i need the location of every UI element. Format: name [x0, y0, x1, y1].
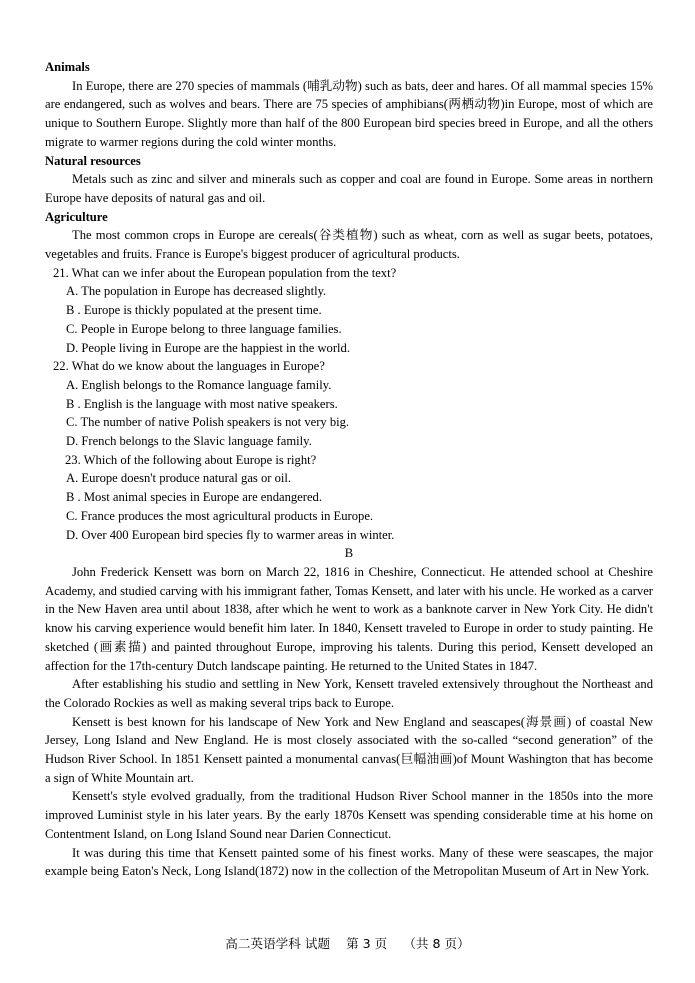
question-stem: 23. Which of the following about Europe is right? [65, 452, 317, 467]
document-body [45, 58, 653, 881]
passage-paragraph: Kensett is best known for his landscape of New York and New England and seascapes(海景画) of coastal New Jersey, Long Island and New England. He is most closely associated with the so-called “second generation” of the Hudson River School. In 1851 Kensett painted a monumental canvas(巨幅油画)of Mount Washington that has become a sign of White Mountain art. [45, 714, 653, 785]
answer-option: C. The number of native Polish speakers is not very big. [66, 415, 350, 430]
answer-option: A. English belongs to the Romance language family. [66, 377, 332, 392]
section-heading: Animals [45, 60, 90, 74]
answer-option: D. Over 400 European bird species fly to warmer areas in winter. [66, 527, 395, 542]
question-stem: 22. What do we know about the languages in Europe? [53, 359, 325, 374]
answer-option: A. The population in Europe has decreased slightly. [66, 284, 327, 299]
question-stem: 21. What can we infer about the European population from the text? [53, 265, 397, 280]
question-22 [45, 357, 653, 451]
section-natural-resources [45, 152, 653, 208]
answer-option: B . Most animal species in Europe are endangered. [66, 490, 322, 505]
answer-option: D. People living in Europe are the happiest in the world. [66, 340, 350, 355]
question-21 [45, 264, 653, 358]
section-agriculture [45, 208, 653, 264]
passage-paragraph: After establishing his studio and settling in New York, Kensett traveled extensively throughout the Northeast and the Colorado Rockies as well as making several trips back to Europe. [45, 677, 653, 710]
section-paragraph: Metals such as zinc and silver and minerals such as copper and coal are found in Europe. Some areas in northern Europe have deposits of natural gas and oil. [45, 172, 653, 205]
answer-option: C. People in Europe belong to three language families. [66, 321, 342, 336]
passage-paragraph: Kensett's style evolved gradually, from the traditional Hudson River School manner in the 1850s into the more improved Luminist style in his later years. By the early 1870s Kensett was spending considerable time at his home on Contentment Island, on Long Island Sound near Darien Connecticut. [45, 789, 653, 841]
answer-option: D. French belongs to the Slavic language family. [66, 434, 312, 449]
footer-subject: 高二英语学科 试题 [225, 936, 331, 951]
section-paragraph: The most common crops in Europe are cereals(谷类植物) such as wheat, corn as well as sugar beets, potatoes, vegetables and fruits. France is Europe's biggest producer of agricultural products. [45, 228, 653, 262]
section-animals [45, 58, 653, 152]
answer-option: B . Europe is thickly populated at the present time. [66, 303, 322, 318]
section-paragraph: In Europe, there are 270 species of mammals (哺乳动物) such as bats, deer and hares. Of all mammal species 15% are endangered, such as wolves and bears. There are 75 species of amphibians(两栖动物)in Europe, most of which are unique to Southern Europe. Slightly more than half of the 800 European bird species breed in Europe, and all the others migrate to warmer regions during the cold winter months. [45, 78, 653, 149]
passage-paragraph: John Frederick Kensett was born on March 22, 1816 in Cheshire, Connecticut. He attended school at Cheshire Academy, and studied carving with his immigrant father, Tomas Kensett, and later with his uncle. He worked as a carver in the New Haven area until about 1838, after which he went to work as a banknote carver in New York City. He didn't know his carving experience would benefit him later. In 1840, Kensett traveled to Europe in order to study painting. He sketched (画素描) and painted throughout Europe, improving his talents. During this period, Kensett developed an affection for the 17th-century Dutch landscape painting. He returned to the United States in 1847. [45, 564, 653, 673]
answer-option: C. France produces the most agricultural products in Europe. [66, 508, 374, 523]
question-23 [45, 451, 653, 545]
footer-page-number: 第 3 页 [346, 936, 388, 951]
answer-option: A. Europe doesn't produce natural gas or oil. [66, 471, 292, 486]
section-heading: Agriculture [45, 209, 108, 224]
page-footer [0, 935, 695, 954]
part-b-label: B [344, 546, 354, 561]
answer-option: B . English is the language with most native speakers. [66, 396, 338, 411]
section-heading: Natural resources [45, 153, 141, 168]
footer-total-pages: （共 8 页） [403, 936, 470, 951]
part-b-passage [45, 563, 653, 881]
passage-paragraph: It was during this time that Kensett painted some of his finest works. Many of these were seascapes, the major example being Eaton's Neck, Long Island(1872) now in the collection of the Metropolitan Museum of Art in New York. [45, 845, 653, 879]
